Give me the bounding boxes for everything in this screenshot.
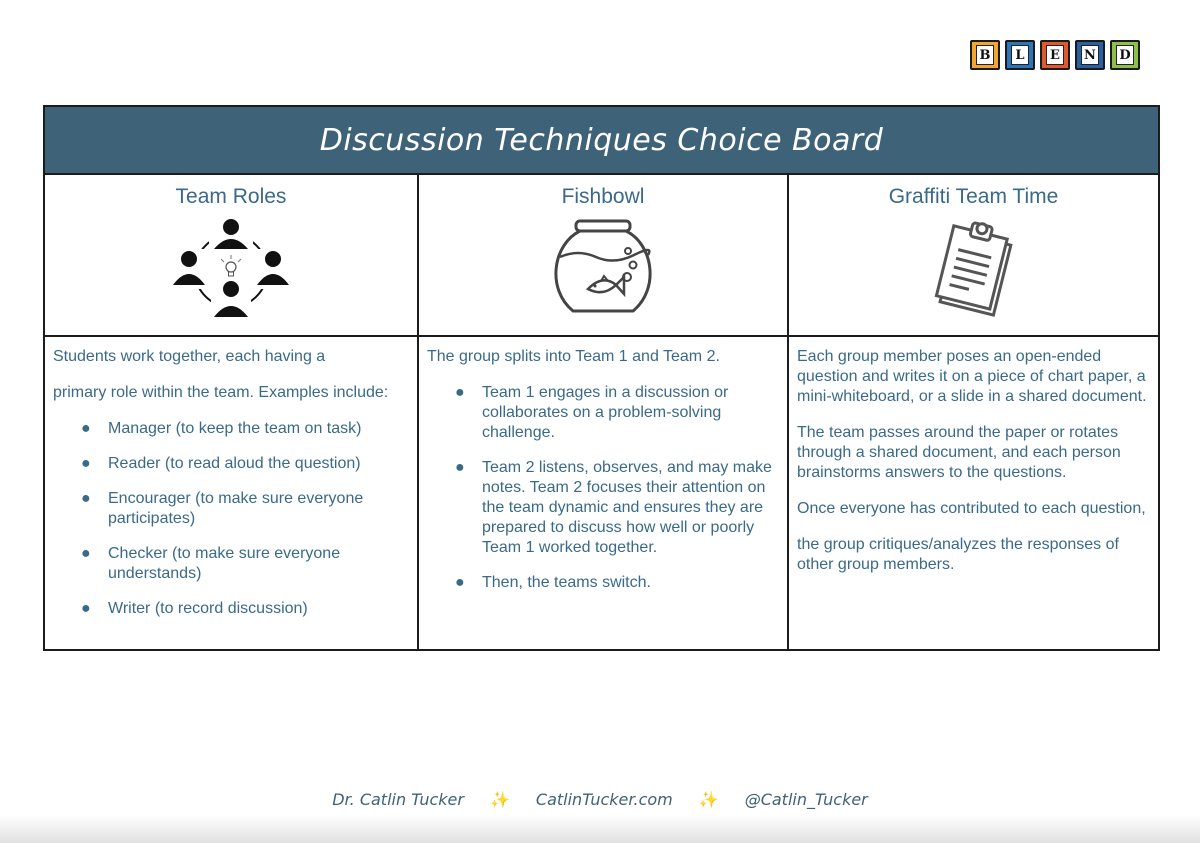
fishbowl-intro: The group splits into Team 1 and Team 2. bbox=[427, 348, 720, 365]
website-link[interactable]: CatlinTucker.com bbox=[535, 790, 673, 809]
fishbowl-body bbox=[419, 337, 789, 651]
list-item: ● Manager (to keep the team on task) bbox=[81, 420, 362, 437]
board-title: Discussion Techniques Choice Board bbox=[45, 107, 1158, 175]
team-roles-icon bbox=[171, 219, 291, 319]
logo-tile-n: N bbox=[1075, 40, 1105, 70]
logo-tile-l: L bbox=[1005, 40, 1035, 70]
team-roles-intro-2: primary role within the team. Examples include: bbox=[53, 384, 389, 401]
logo-tile-b: B bbox=[970, 40, 1000, 70]
choice-board bbox=[43, 105, 1160, 651]
graffiti-body bbox=[789, 337, 1158, 651]
board-header-row bbox=[45, 175, 1158, 337]
team-roles-intro-1: Students work together, each having a bbox=[53, 348, 326, 365]
team-roles-header bbox=[45, 175, 419, 335]
graffiti-paragraph: the group critiques/analyzes the responses of other group members. bbox=[797, 536, 1119, 573]
list-item: ● Team 1 engages in a discussion or collaborates on a problem-solving challenge. bbox=[455, 384, 729, 441]
clipboard-icon bbox=[924, 219, 1024, 319]
social-handle[interactable]: @Catlin_Tucker bbox=[744, 790, 868, 809]
footer bbox=[0, 790, 1200, 809]
team-roles-heading: Team Roles bbox=[175, 185, 287, 208]
list-item: ● Encourager (to make sure everyone participates) bbox=[81, 490, 364, 527]
graffiti-header bbox=[789, 175, 1158, 335]
logo-tile-d: D bbox=[1110, 40, 1140, 70]
author-name: Dr. Catlin Tucker bbox=[332, 790, 464, 809]
list-item: ● Then, the teams switch. bbox=[455, 574, 651, 591]
graffiti-paragraph: Each group member poses an open-ended question and writes it on a piece of chart paper, a mini-whiteboard, or a slide in a shared document. bbox=[797, 348, 1147, 405]
fishbowl-header bbox=[419, 175, 789, 335]
blend-logo bbox=[970, 40, 1140, 70]
sparkle-icon: ✨ bbox=[489, 790, 510, 809]
page-bottom-shadow bbox=[0, 815, 1200, 843]
graffiti-heading: Graffiti Team Time bbox=[888, 185, 1059, 208]
fishbowl-icon bbox=[548, 219, 658, 323]
graffiti-paragraph: Once everyone has contributed to each question, bbox=[797, 500, 1146, 517]
fishbowl-heading: Fishbowl bbox=[561, 185, 645, 208]
list-item: ● Checker (to make sure everyone understands) bbox=[81, 545, 341, 582]
list-item: ● Writer (to record discussion) bbox=[81, 600, 308, 617]
logo-tile-e: E bbox=[1040, 40, 1070, 70]
team-roles-list bbox=[53, 419, 409, 619]
board-body-row bbox=[45, 337, 1158, 651]
list-item: ● Reader (to read aloud the question) bbox=[81, 455, 361, 472]
team-roles-body bbox=[45, 337, 419, 651]
sparkle-icon: ✨ bbox=[698, 790, 719, 809]
graffiti-paragraph: The team passes around the paper or rotates through a shared document, and each person brainstorms answers to the questions. bbox=[797, 424, 1121, 481]
fishbowl-list bbox=[427, 383, 779, 593]
list-item: ● Team 2 listens, observes, and may make notes. Team 2 focuses their attention on the team dynamic and ensures they are prepared to discuss how well or poorly Team 1 worked together. bbox=[455, 459, 772, 556]
